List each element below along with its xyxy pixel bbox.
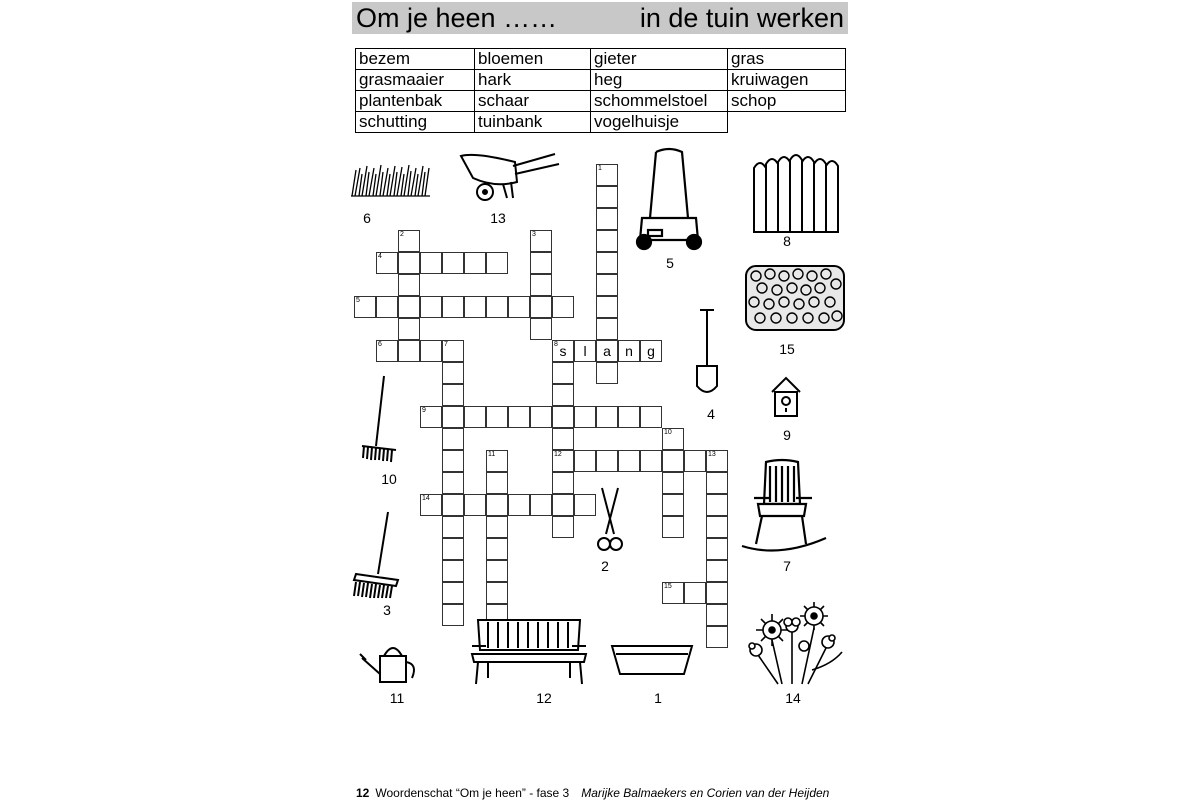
crossword-cell[interactable]	[508, 406, 530, 428]
crossword-cell[interactable]	[420, 340, 442, 362]
crossword-cell[interactable]	[640, 340, 662, 362]
crossword-cell[interactable]	[552, 340, 574, 362]
crossword-cell[interactable]	[662, 494, 684, 516]
grass-icon	[350, 162, 432, 198]
crossword-cell[interactable]	[398, 340, 420, 362]
word-cell: schaar	[475, 91, 591, 112]
clue-number: 10	[664, 429, 672, 436]
crossword-cell[interactable]	[354, 296, 376, 318]
crossword-cell[interactable]	[596, 296, 618, 318]
crossword-cell[interactable]	[398, 296, 420, 318]
word-cell: bezem	[356, 49, 475, 70]
crossword-cell[interactable]	[684, 582, 706, 604]
crossword-cell[interactable]	[486, 582, 508, 604]
crossword-cell[interactable]	[596, 274, 618, 296]
scissors-icon	[592, 486, 628, 556]
cell-letter: a	[603, 343, 611, 359]
crossword-cell[interactable]	[486, 516, 508, 538]
crossword-cell[interactable]	[618, 340, 640, 362]
word-list-row	[356, 70, 846, 91]
word-cell: plantenbak	[356, 91, 475, 112]
clue-number: 13	[708, 451, 716, 458]
crossword-cell[interactable]	[442, 450, 464, 472]
title-bar	[352, 2, 848, 34]
picture-label: 9	[783, 427, 791, 443]
word-cell: grasmaaier	[356, 70, 475, 91]
crossword-cell[interactable]	[552, 406, 574, 428]
crossword-cell[interactable]	[508, 296, 530, 318]
crossword-cell[interactable]	[530, 494, 552, 516]
word-list-table	[355, 48, 846, 133]
crossword-cell[interactable]	[530, 230, 552, 252]
crossword-cell[interactable]	[706, 626, 728, 648]
broom-icon	[350, 510, 402, 600]
crossword-cell[interactable]	[596, 164, 618, 186]
crossword-cell[interactable]	[442, 362, 464, 384]
clue-number: 12	[554, 451, 562, 458]
crossword-cell[interactable]	[376, 296, 398, 318]
clue-number: 6	[378, 341, 382, 348]
crossword-cell[interactable]	[596, 340, 618, 362]
crossword-cell[interactable]	[376, 340, 398, 362]
crossword-cell[interactable]	[464, 494, 486, 516]
watering-can-icon	[356, 638, 422, 686]
crossword-cell[interactable]	[486, 560, 508, 582]
picture-label: 1	[654, 690, 662, 706]
crossword-cell[interactable]	[662, 516, 684, 538]
picture-label: 12	[536, 690, 552, 706]
word-cell: gieter	[591, 49, 728, 70]
fence-icon	[750, 154, 846, 234]
picture-label: 3	[383, 602, 391, 618]
crossword-cell[interactable]	[596, 186, 618, 208]
crossword-cell[interactable]	[486, 472, 508, 494]
picture-label: 15	[779, 341, 795, 357]
crossword-cell[interactable]	[442, 384, 464, 406]
clue-number: 11	[488, 451, 496, 458]
crossword-cell[interactable]	[640, 450, 662, 472]
crossword-cell[interactable]	[662, 472, 684, 494]
crossword-cell[interactable]	[486, 538, 508, 560]
word-cell: tuinbank	[475, 112, 591, 133]
clue-number: 4	[378, 253, 382, 260]
crossword-cell[interactable]	[442, 340, 464, 362]
clue-number: 7	[444, 341, 448, 348]
clue-number: 8	[554, 341, 558, 348]
crossword-cell[interactable]	[596, 450, 618, 472]
wheelbarrow-icon	[455, 148, 561, 204]
picture-label: 14	[785, 690, 801, 706]
crossword-cell[interactable]	[486, 296, 508, 318]
crossword-cell[interactable]	[596, 252, 618, 274]
garden-bench-icon	[468, 616, 590, 688]
picture-label: 6	[363, 210, 371, 226]
crossword-cell[interactable]	[706, 494, 728, 516]
cell-letter: s	[559, 343, 567, 359]
planter-box-icon	[610, 642, 694, 678]
clue-number: 14	[422, 495, 430, 502]
crossword-cell[interactable]	[552, 296, 574, 318]
word-cell: schommelstoel	[591, 91, 728, 112]
crossword-cell[interactable]	[706, 604, 728, 626]
crossword-cell[interactable]	[442, 406, 464, 428]
crossword-cell[interactable]	[398, 318, 420, 340]
crossword-cell[interactable]	[574, 406, 596, 428]
crossword-cell[interactable]	[552, 494, 574, 516]
crossword-cell[interactable]	[442, 428, 464, 450]
cell-letter: g	[647, 343, 655, 359]
crossword-cell[interactable]	[420, 252, 442, 274]
page-number: 12	[356, 786, 370, 800]
word-cell: vogelhuisje	[591, 112, 728, 133]
crossword-cell[interactable]	[464, 252, 486, 274]
word-cell-empty	[728, 112, 846, 133]
crossword-cell[interactable]	[442, 538, 464, 560]
crossword-cell[interactable]	[618, 406, 640, 428]
clue-number: 15	[664, 583, 672, 590]
crossword-cell[interactable]	[552, 450, 574, 472]
crossword-cell[interactable]	[552, 362, 574, 384]
word-cell: heg	[591, 70, 728, 91]
picture-label: 2	[601, 558, 609, 574]
picture-label: 7	[783, 558, 791, 574]
crossword-cell[interactable]	[398, 274, 420, 296]
word-cell: bloemen	[475, 49, 591, 70]
crossword-cell[interactable]	[640, 406, 662, 428]
crossword-cell[interactable]	[420, 494, 442, 516]
crossword-cell[interactable]	[420, 406, 442, 428]
lawnmower-icon	[632, 146, 706, 252]
crossword-cell[interactable]	[530, 252, 552, 274]
crossword-cell[interactable]	[596, 362, 618, 384]
birdhouse-icon	[768, 374, 804, 420]
crossword-cell[interactable]	[662, 450, 684, 472]
authors: Marijke Balmaekers en Corien van der Heijden	[581, 786, 830, 800]
crossword-cell[interactable]	[596, 406, 618, 428]
crossword-cell[interactable]	[486, 252, 508, 274]
crossword-cell[interactable]	[442, 296, 464, 318]
word-cell: hark	[475, 70, 591, 91]
word-cell: schutting	[356, 112, 475, 133]
crossword-cell[interactable]	[706, 450, 728, 472]
crossword-cell[interactable]	[706, 472, 728, 494]
crossword-cell[interactable]	[530, 274, 552, 296]
crossword-cell[interactable]	[486, 450, 508, 472]
crossword-cell[interactable]	[552, 516, 574, 538]
title-right: in de tuin werken	[639, 3, 844, 33]
crossword-cell[interactable]	[706, 516, 728, 538]
word-cell: kruiwagen	[728, 70, 846, 91]
crossword-cell[interactable]	[706, 582, 728, 604]
picture-label: 8	[783, 233, 791, 249]
crossword-cell[interactable]	[530, 318, 552, 340]
crossword-cell[interactable]	[398, 252, 420, 274]
clue-number: 2	[400, 231, 404, 238]
crossword-cell[interactable]	[508, 494, 530, 516]
crossword-cell[interactable]	[552, 428, 574, 450]
crossword-cell[interactable]	[706, 560, 728, 582]
crossword-cell[interactable]	[420, 296, 442, 318]
crossword-cell[interactable]	[376, 252, 398, 274]
clue-number: 5	[356, 297, 360, 304]
cell-letter: n	[625, 343, 633, 359]
flowers-icon	[742, 600, 846, 688]
page-footer	[356, 786, 829, 800]
picture-label: 10	[381, 471, 397, 487]
picture-label: 5	[666, 255, 674, 271]
cell-letter: l	[583, 343, 587, 359]
book-title: Woordenschat “Om je heen” - fase 3	[375, 786, 570, 800]
crossword-cell[interactable]	[530, 406, 552, 428]
crossword-cell[interactable]	[442, 604, 464, 626]
picture-label: 4	[707, 406, 715, 422]
word-list-row	[356, 112, 846, 133]
crossword-cell[interactable]	[552, 384, 574, 406]
word-cell: schop	[728, 91, 846, 112]
crossword-cell[interactable]	[464, 406, 486, 428]
crossword-cell[interactable]	[552, 472, 574, 494]
clue-number: 1	[598, 165, 602, 172]
crossword-cell[interactable]	[662, 582, 684, 604]
crossword-cell[interactable]	[486, 494, 508, 516]
word-list-row	[356, 91, 846, 112]
crossword-cell[interactable]	[486, 406, 508, 428]
word-list-row	[356, 49, 846, 70]
crossword-cell[interactable]	[442, 472, 464, 494]
shovel-icon	[690, 306, 724, 398]
hedge-icon	[744, 262, 846, 334]
rake-icon	[358, 374, 402, 464]
crossword-cell[interactable]	[596, 318, 618, 340]
crossword-cell[interactable]	[442, 252, 464, 274]
crossword-cell[interactable]	[596, 230, 618, 252]
picture-label: 13	[490, 210, 506, 226]
crossword-cell[interactable]	[684, 450, 706, 472]
crossword-cell[interactable]	[442, 560, 464, 582]
crossword-cell[interactable]	[398, 230, 420, 252]
word-cell: gras	[728, 49, 846, 70]
crossword-cell[interactable]	[662, 428, 684, 450]
clue-number: 3	[532, 231, 536, 238]
crossword-cell[interactable]	[706, 538, 728, 560]
crossword-cell[interactable]	[596, 208, 618, 230]
clue-number: 9	[422, 407, 426, 414]
crossword-cell[interactable]	[618, 450, 640, 472]
crossword-cell[interactable]	[442, 494, 464, 516]
title-left: Om je heen ……	[356, 3, 558, 33]
picture-label: 11	[389, 690, 405, 706]
crossword-cell[interactable]	[574, 450, 596, 472]
crossword-cell[interactable]	[574, 340, 596, 362]
crossword-cell[interactable]	[442, 582, 464, 604]
rocking-chair-icon	[740, 458, 828, 554]
crossword-cell[interactable]	[464, 296, 486, 318]
crossword-cell[interactable]	[442, 516, 464, 538]
crossword-cell[interactable]	[530, 296, 552, 318]
